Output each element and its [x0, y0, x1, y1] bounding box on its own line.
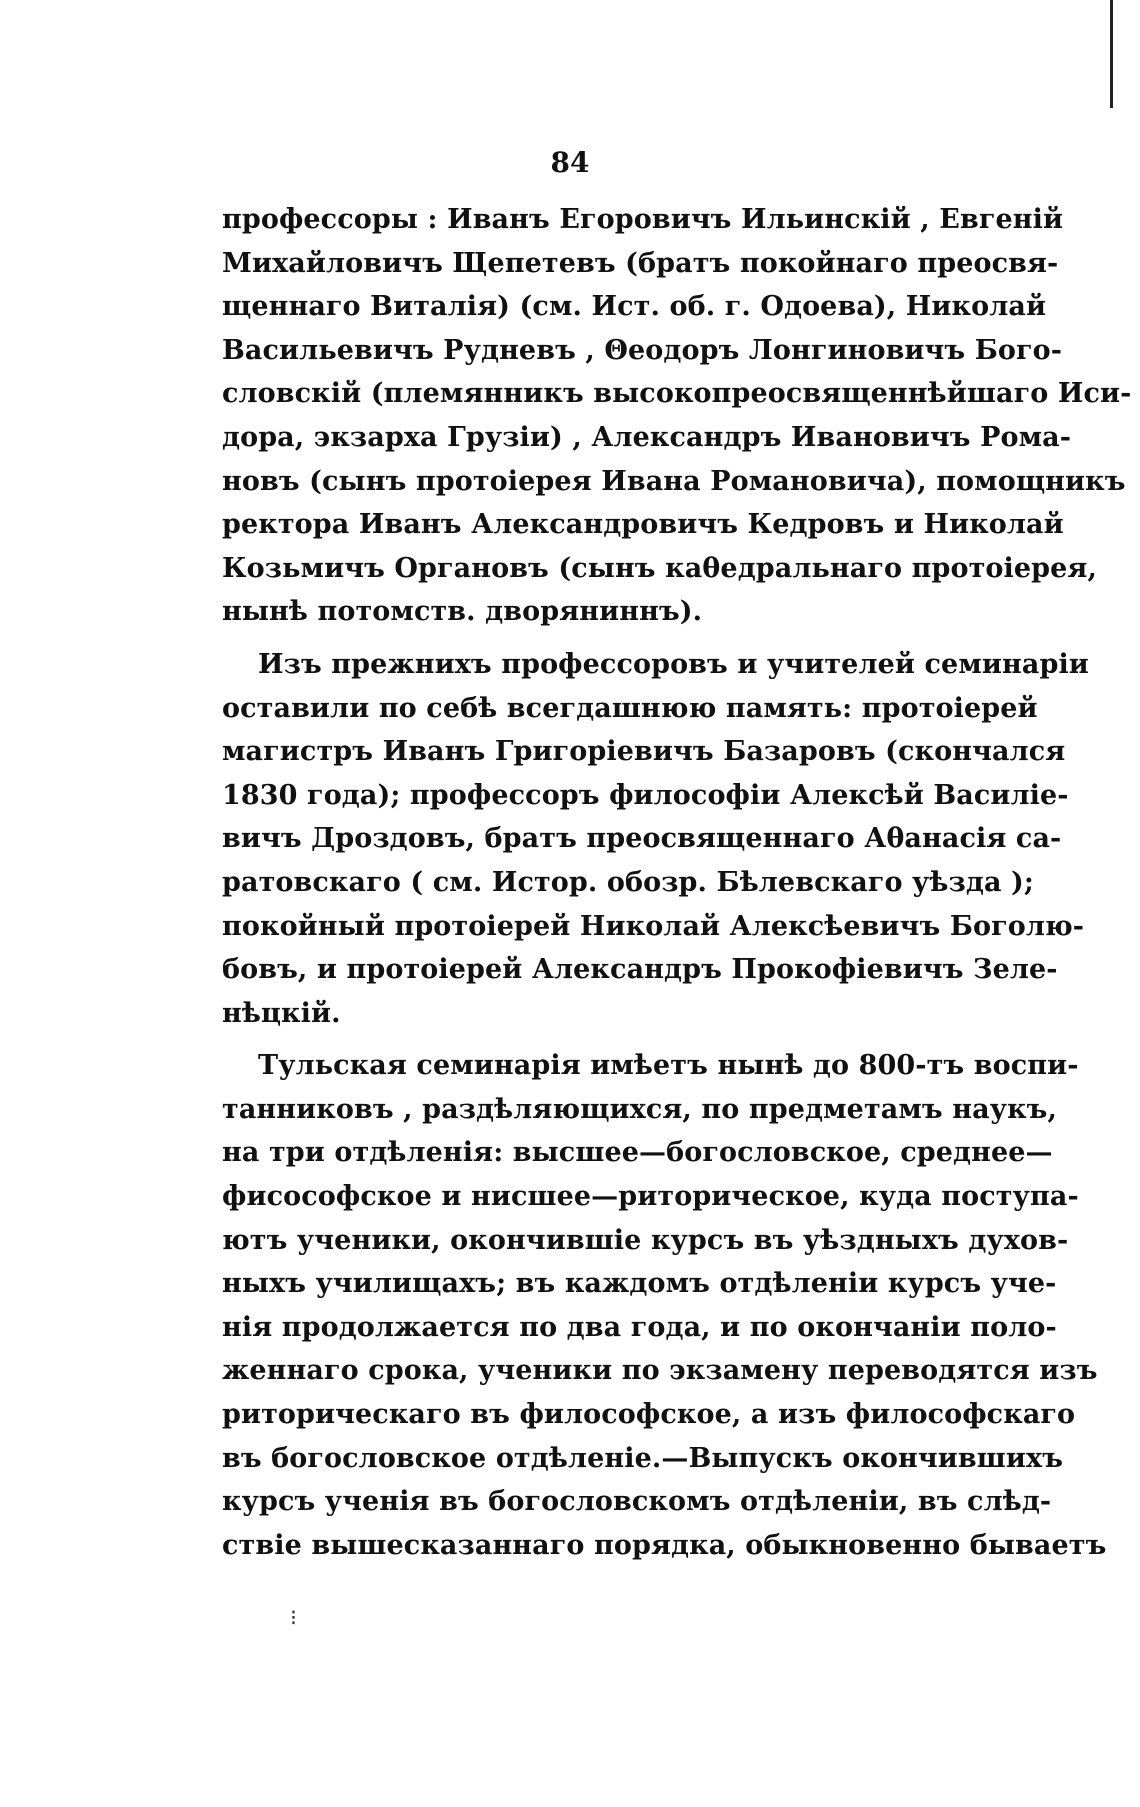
text-line: словскій (племянникъ высокопреосвященнѣйшаго Иси-: [222, 378, 1132, 410]
text-line: на три отдѣленія: высшее—богословское, среднее—: [222, 1137, 1053, 1169]
text-line: курсъ ученія въ богословскомъ отдѣленіи, въ слѣд-: [222, 1486, 1052, 1518]
text-line: танниковъ , раздѣляющихся, по предметамъ наукъ,: [222, 1093, 1057, 1125]
text-line: нѣцкій.: [222, 997, 341, 1029]
text-line: въ богословское отдѣленіе.—Выпускъ окончившихъ: [222, 1442, 1064, 1474]
text-line: ратовскаго ( см. Истор. обозр. Бѣлевскаго уѣзда );: [222, 866, 1034, 898]
paragraph-1: [222, 198, 1132, 634]
text-line: нія продолжается по два года, и по окончаніи поло-: [222, 1311, 1057, 1343]
text-line: ствіе вышесказаннаго порядка, обыкновенно бываетъ: [222, 1529, 1107, 1561]
text-line: профессоры : Иванъ Егоровичъ Ильинскій , Евгеній: [222, 204, 1064, 235]
text-line: нынѣ потомств. дворяниннъ).: [222, 596, 703, 628]
scan-edge-line: [1110, 0, 1113, 108]
text-line: ректора Иванъ Александровичъ Кедровъ и Николай: [222, 509, 1064, 541]
text-line: Тульская семинарія имѣетъ нынѣ до 800-тъ воспи-: [258, 1050, 1079, 1082]
body-text: [222, 198, 1132, 1567]
text-line: щеннаго Виталія) (см. Ист. об. г. Одоева), Николай: [222, 291, 1047, 323]
text-line: дора, экзарха Грузіи) , Александръ Ивановичъ Рома-: [222, 421, 1072, 453]
text-line: магистръ Иванъ Григоріевичъ Базаровъ (скончался: [222, 736, 1066, 768]
text-line: ютъ ученики, окончившіе курсъ въ уѣздныхъ духов-: [222, 1224, 1069, 1256]
text-line: женнаго срока, ученики по экзамену переводятся изъ: [222, 1355, 1098, 1387]
page-number: 84: [550, 146, 590, 179]
text-line: вичъ Дроздовъ, братъ преосвященнаго Аθанасія са-: [222, 823, 1062, 855]
text-line: ныхъ училищахъ; въ каждомъ отдѣленіи курсъ уче-: [222, 1268, 1057, 1300]
text-line: новъ (сынъ протоіерея Ивана Романовича), помощникъ: [222, 465, 1126, 497]
paragraph-3: [222, 1044, 1107, 1567]
text-line: Михайловичъ Щепетевъ (братъ покойнаго преосвя-: [222, 247, 1059, 279]
text-line: 1830 года); профессоръ философіи Алексѣй Василіе-: [222, 779, 1069, 811]
paragraph-2: [222, 643, 1089, 1035]
text-line: бовъ, и протоіерей Александръ Прокофіевичъ Зеле-: [222, 954, 1058, 986]
text-line: риторическаго въ философское, а изъ философскаго: [222, 1399, 1076, 1431]
text-line: Козьмичъ Органовъ (сынъ каθедральнаго протоіерея,: [222, 552, 1097, 584]
text-line: оставили по себѣ всегдашнюю память: протоіерей: [222, 692, 1038, 724]
scan-speck-marks: ⁝: [290, 1606, 297, 1631]
text-line: покойный протоіерей Николай Алексѣевичъ Боголю-: [222, 910, 1085, 942]
paragraph-gap: [222, 1035, 1000, 1044]
text-line: Васильевичъ Рудневъ , Θеодоръ Лонгиновичъ Бого-: [222, 334, 1063, 366]
paragraph-gap: [222, 634, 1000, 643]
text-line: фисософское и нисшее—риторическое, куда поступа-: [222, 1181, 1079, 1213]
text-line: Изъ прежнихъ профессоровъ и учителей семинаріи: [258, 648, 1089, 680]
